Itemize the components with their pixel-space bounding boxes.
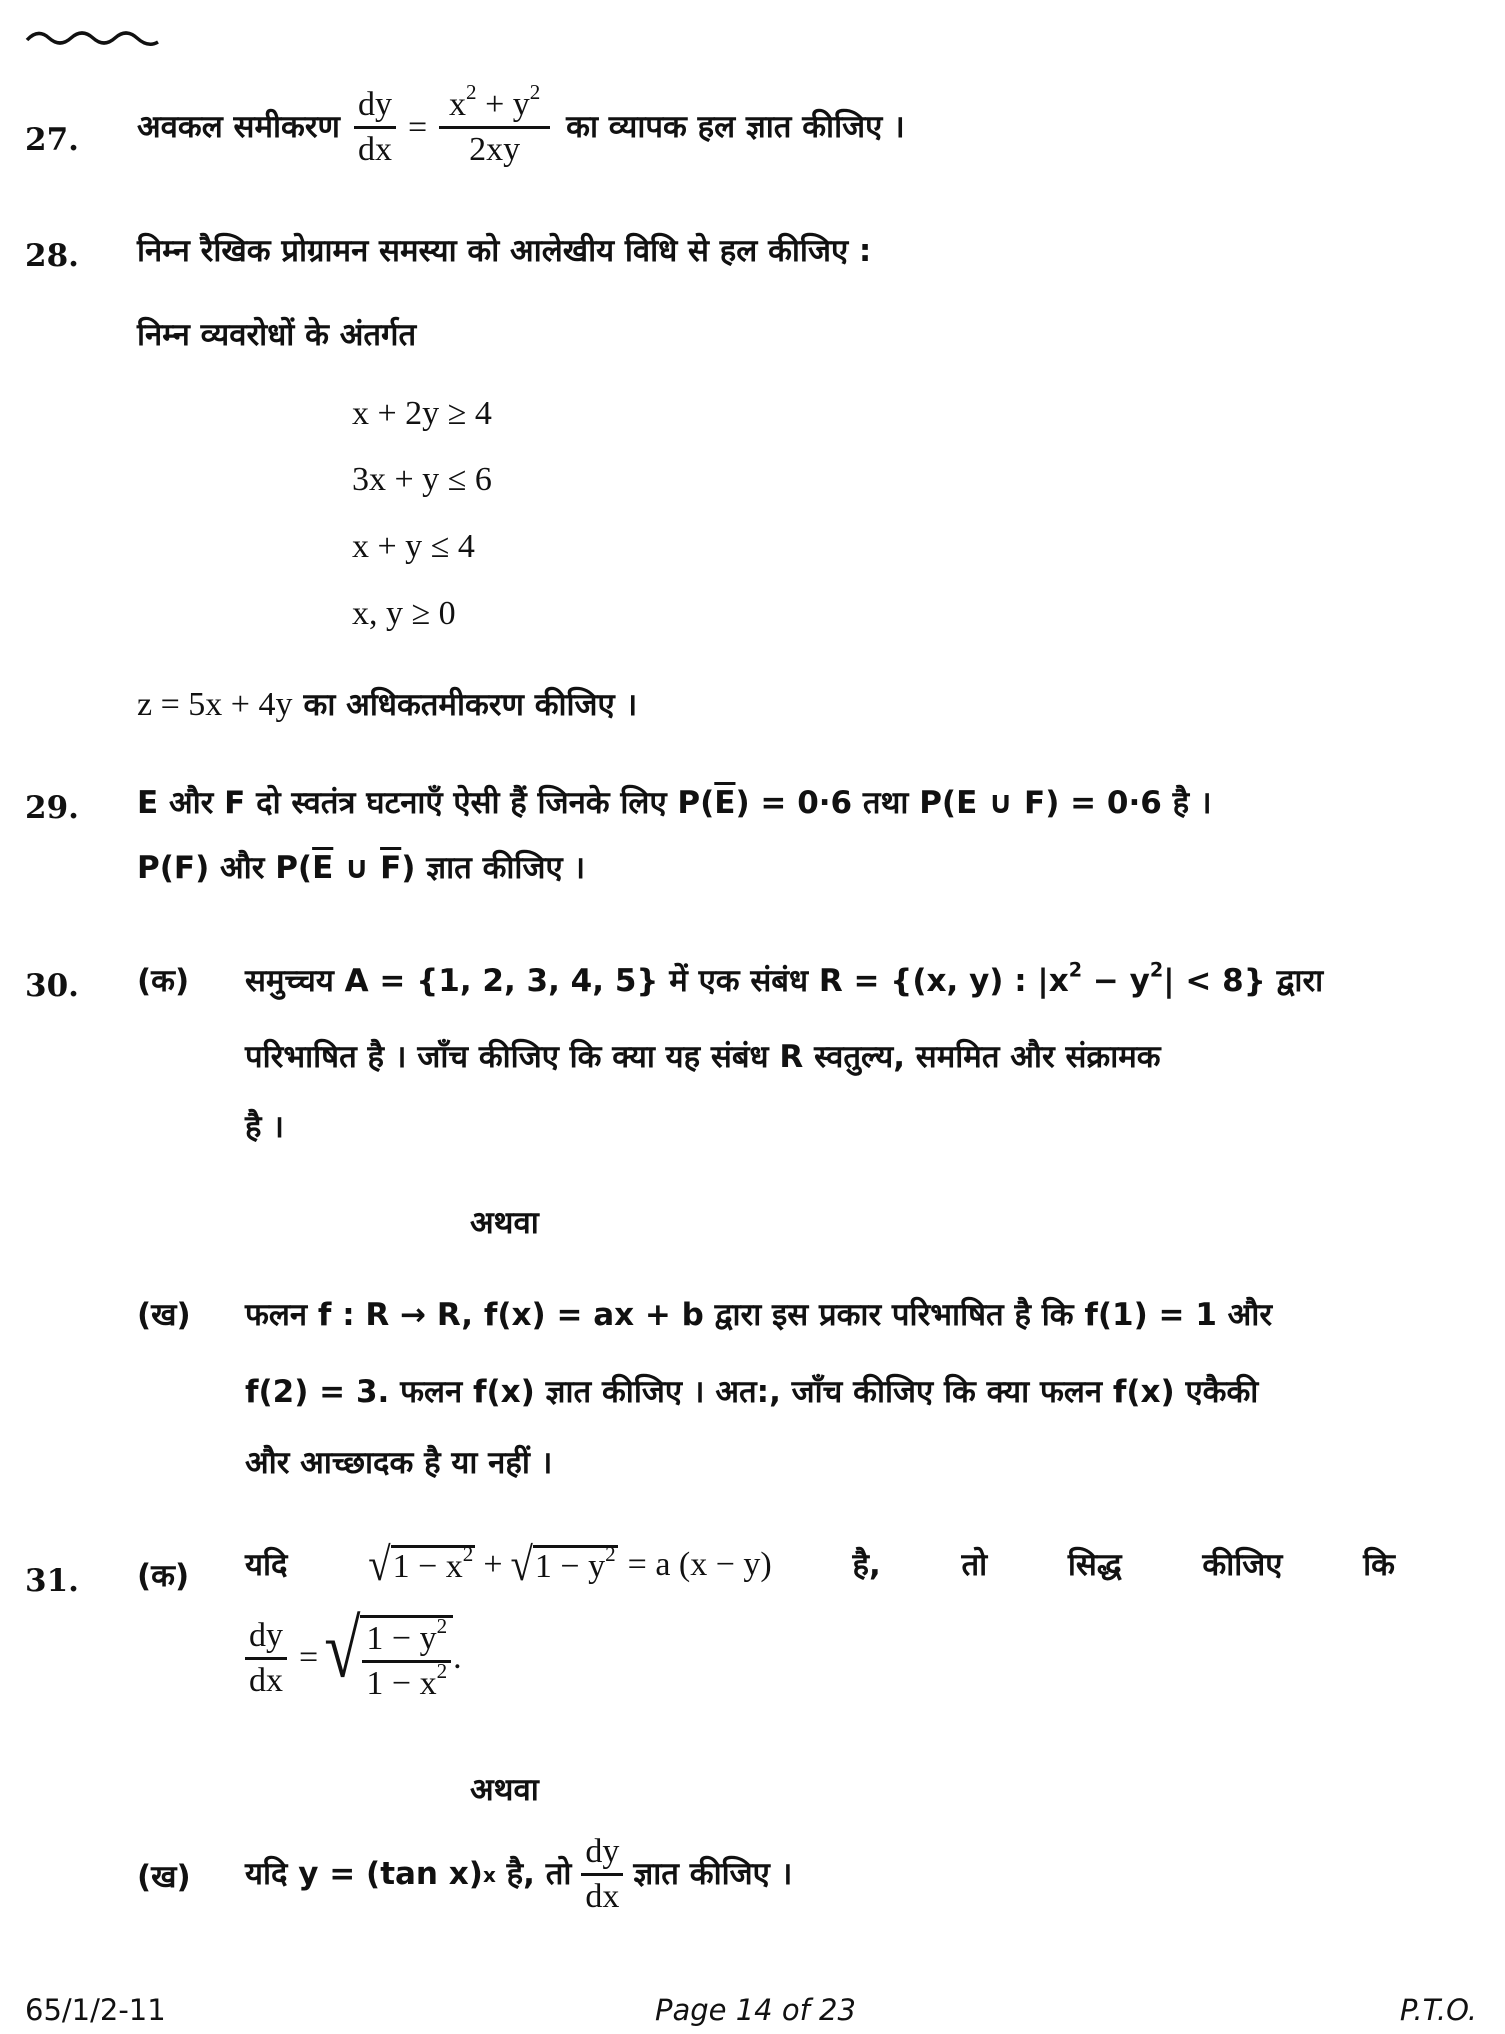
q30a-label: (क) [137,963,190,999]
q30b-line-3: और आच्छादक है या नहीं । [245,1445,553,1481]
q28-subject-to: निम्न व्यवरोधों के अंतर्गत [137,317,417,353]
constraint-4: x, y ≥ 0 [352,595,456,632]
q31b-line: यदि y = (tan x) x है, तो $\frac{dy}{dx}$ ज्ञात कीजिए । [245,1833,793,1915]
question-number-29: 29. [25,790,79,826]
q27-text-after: का व्यापक हल ज्ञात कीजिए । [566,109,905,145]
constraint-3: x + y ≤ 4 [352,528,475,565]
footer-pto: P.T.O. [1399,1993,1477,2027]
q31b-label: (ख) [137,1859,191,1895]
q31a-equation: √ $1 - x^2$ + √ $1 - y^2$ = a (x − y) [368,1538,772,1591]
question-27: अवकल समीकरण $\frac{dy}{dx}$ = $\frac{x^2 + y^2}{2xy}$ का व्यापक हल ज्ञात कीजिए । [137,80,905,168]
q30b-line-1: फलन f : R → R, f(x) = ax + b द्वारा इस प्रकार परिभाषित है कि f(1) = 1 और [245,1297,1273,1333]
q27-rhs-fraction: $\frac{x^2 + y^2}{2xy}$ [439,88,550,167]
question-number-30: 30. [25,968,79,1004]
sqrt-fraction: √ $\frac{1 - y^2}{1 - x^2}$ [324,1615,453,1701]
q28-intro: निम्न रैखिक प्रोग्रामन समस्या को आलेखीय विधि से हल कीजिए : [137,233,872,269]
q29-line-2: P(F) और $P(\overline{E}$ ∪ $\overline{F}$) ज्ञात कीजिए । [137,850,586,886]
q30a-line-2: परिभाषित है । जाँच कीजिए कि क्या यह संबंध R स्वतुल्य, सममित और संक्रामक [245,1039,1161,1075]
q30-or-label: अथवा [470,1205,539,1241]
question-number-28: 28. [25,238,79,274]
question-number-31: 31. [25,1563,79,1599]
footer-page-number: Page 14 of 23 [655,1993,856,2027]
sqrt-2: √ $1 - y^2$ [510,1538,616,1591]
q31-or-label: अथवा [470,1772,539,1808]
tilde-wave-icon [25,26,160,50]
q30a-line-1: समुच्चय A = {1, 2, 3, 4, 5} में एक संबंध R = {(x, y) : $|x^2 - y^2| < 8$} द्वारा [245,958,1324,999]
q31a-result: $\frac{dy}{dx}$ = √ $\frac{1 - y^2}{1 - x^2}$ . [245,1615,462,1701]
sqrt-1: √ $1 - x^2$ [368,1538,474,1591]
constraint-2: 3x + y ≤ 6 [352,461,492,498]
q27-lhs-fraction: $\frac{dy}{dx}$ [354,88,396,167]
q30b-label: (ख) [137,1297,191,1333]
q31a-line-1: यदि √ $1 - x^2$ + √ $1 - y^2$ = a (x − y) है, तो सिद्ध कीजिए कि [245,1538,1395,1591]
q27-text-before: अवकल समीकरण [137,109,340,145]
constraint-1: x + 2y ≥ 4 [352,395,492,432]
q30b-line-2: f(2) = 3. फलन f(x) ज्ञात कीजिए । अत:, जाँच कीजिए कि क्या फलन f(x) एकैकी [245,1374,1259,1410]
question-number-27: 27. [25,122,79,158]
q30a-line-3: है । [245,1109,285,1145]
q31a-label: (क) [137,1558,190,1594]
footer-paper-code: 65/1/2-11 [25,1993,166,2027]
q28-objective: z = 5x + 4y का अधिकतमीकरण कीजिए । [137,686,638,723]
q29-line-1: E और F दो स्वतंत्र घटनाएँ ऐसी हैं जिनके लिए $P(\overline{E}) = 0\cdot 6$ तथा P(E ∪ F) = 0·6 है । [137,785,1212,821]
